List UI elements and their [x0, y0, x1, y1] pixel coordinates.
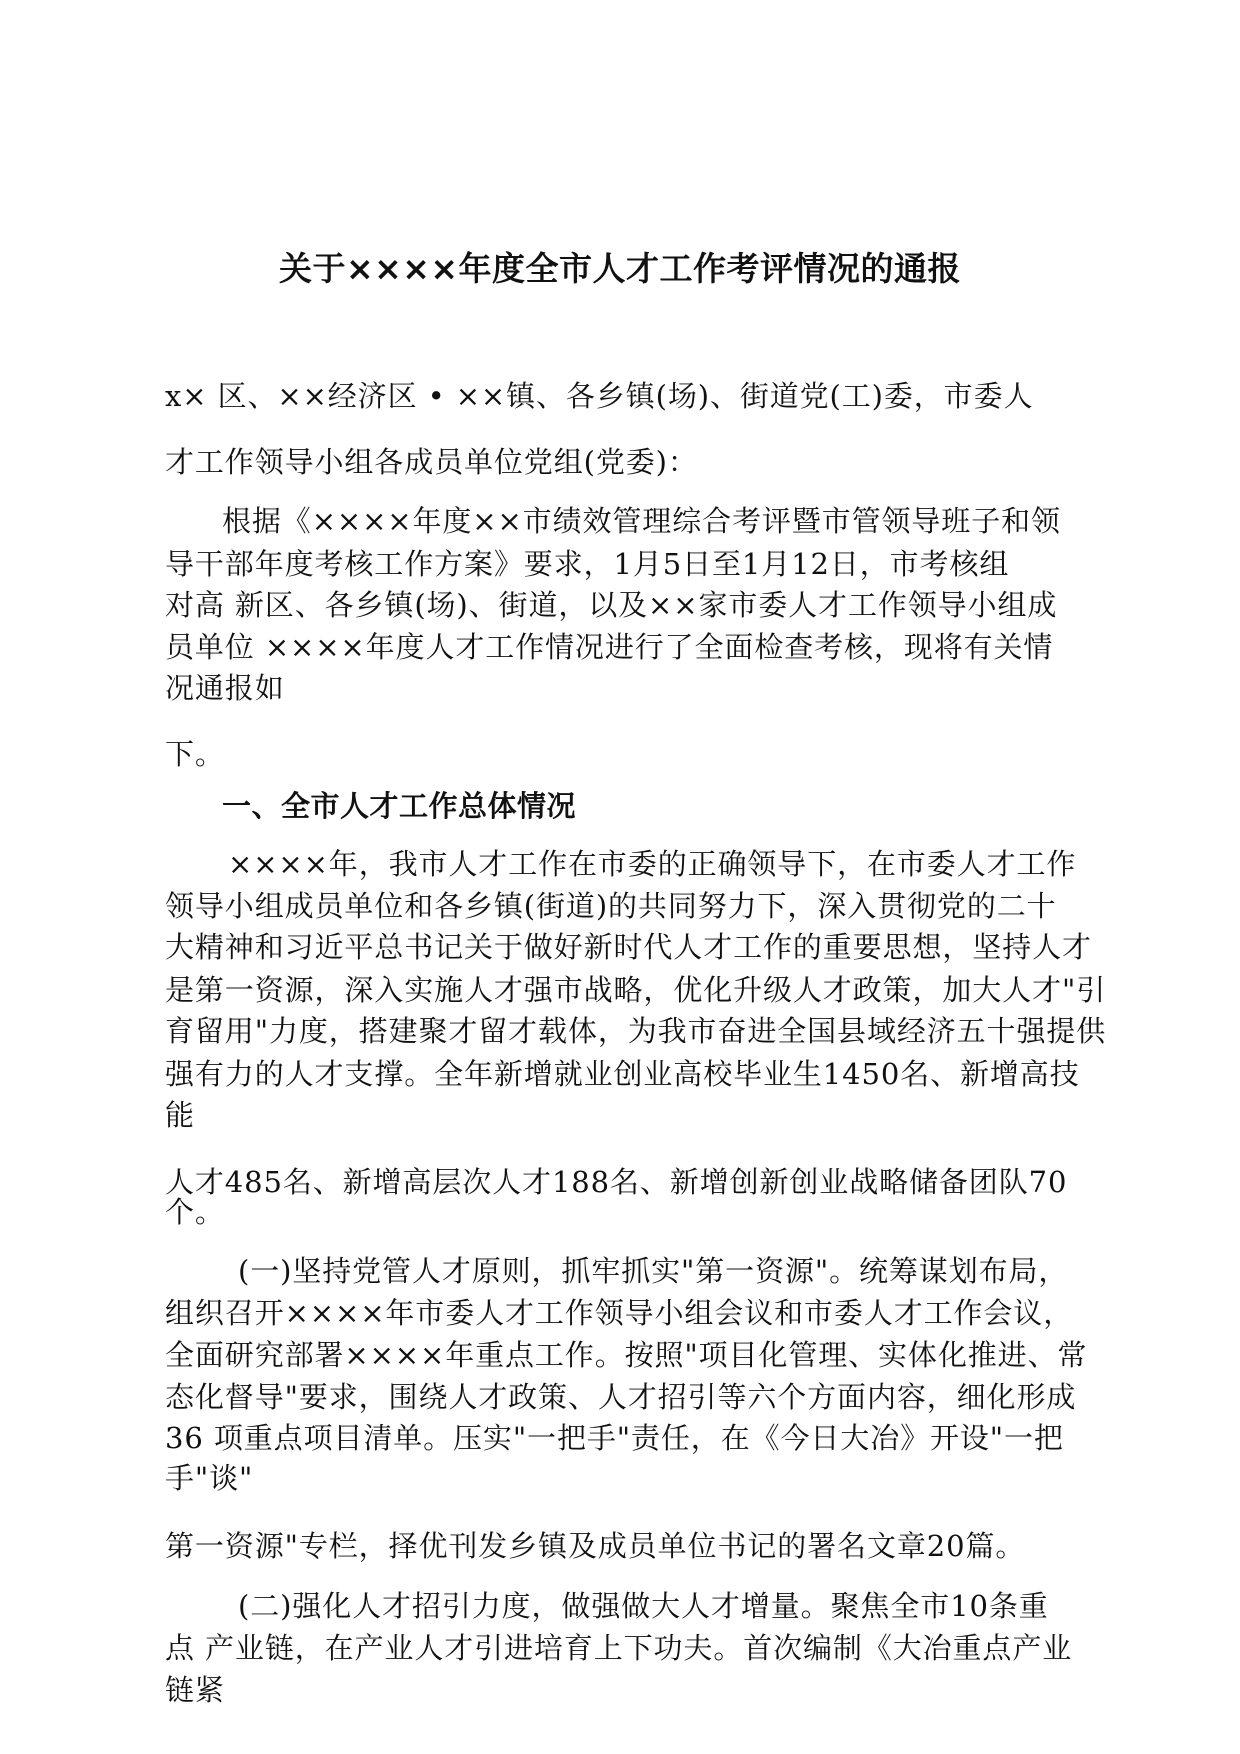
document-title: 关于××××年度全市人才工作考评情况的通报	[278, 249, 962, 288]
body-line: 第一资源"专栏，择优刊发乡镇及成员单位书记的署名文章20篇。	[165, 1529, 1026, 1563]
body-line: 导干部年度考核工作方案》要求，1月5日至1月12日，市考核组	[165, 547, 1010, 581]
body-line: 点 产业链，在产业人才引进培育上下功夫。首次编制《大冶重点产业	[165, 1631, 1073, 1665]
body-line: 人才485名、新增高层次人才188名、新增创新创业战略储备团队70	[165, 1165, 1068, 1199]
body-line: 育留用"力度，搭建聚才留才载体，为我市奋进全国县域经济五十强提供	[165, 1014, 1107, 1048]
body-line: 能	[165, 1098, 195, 1132]
body-line: 根据《××××年度××市绩效管理综合考评暨市管领导班子和领	[222, 504, 1061, 538]
body-line: 大精神和习近平总书记关于做好新时代人才工作的重要思想，坚持人才	[165, 930, 1092, 964]
salutation-line-1: x× 区、××经济区 • ××镇、各乡镇(场)、街道党(工)委，市委人	[165, 379, 1034, 413]
body-line: 36 项重点项目清单。压实"一把手"责任，在《今日大冶》开设"一把	[165, 1421, 1064, 1455]
body-line: 对高 新区、各乡镇(场)、街道，以及××家市委人才工作领导小组成	[165, 588, 1058, 622]
salutation-line-2: 才工作领导小组各成员单位党组(党委)：	[165, 445, 698, 479]
body-line: 下。	[165, 737, 225, 771]
body-line: 组织召开××××年市委人才工作领导小组会议和市委人才工作会议，	[165, 1296, 1074, 1330]
body-line: 个。	[165, 1195, 225, 1229]
body-line: 强有力的人才支撑。全年新增就业创业高校毕业生1450名、新增高技	[165, 1057, 1080, 1091]
body-line: 全面研究部署××××年重点工作。按照"项目化管理、实体化推进、常	[165, 1338, 1088, 1372]
body-line: 态化督导"要求，围绕人才政策、人才招引等六个方面内容，细化形成	[165, 1380, 1077, 1414]
body-line: 领导小组成员单位和各乡镇(街道)的共同努力下，深入贯彻党的二十	[165, 889, 1057, 923]
body-line: 况通报如	[165, 671, 285, 705]
body-line: (二)强化人才招引力度，做强做大人才增量。聚焦全市10条重	[238, 1589, 1049, 1623]
body-line: 是第一资源，深入实施人才强市战略，优化升级人才政策，加大人才"引	[165, 973, 1107, 1007]
body-line: (一)坚持党管人才原则，抓牢抓实"第一资源"。统筹谋划布局，	[238, 1254, 1069, 1288]
section-heading: 一、全市人才工作总体情况	[222, 789, 577, 823]
body-line: 手"谈"	[165, 1461, 254, 1495]
body-line: ××××年，我市人才工作在市委的正确领导下，在市委人才工作	[228, 847, 1077, 881]
body-line: 员单位 ××××年度人才工作情况进行了全面检查考核，现将有关情	[165, 630, 1054, 664]
body-line: 链紧	[165, 1673, 225, 1707]
